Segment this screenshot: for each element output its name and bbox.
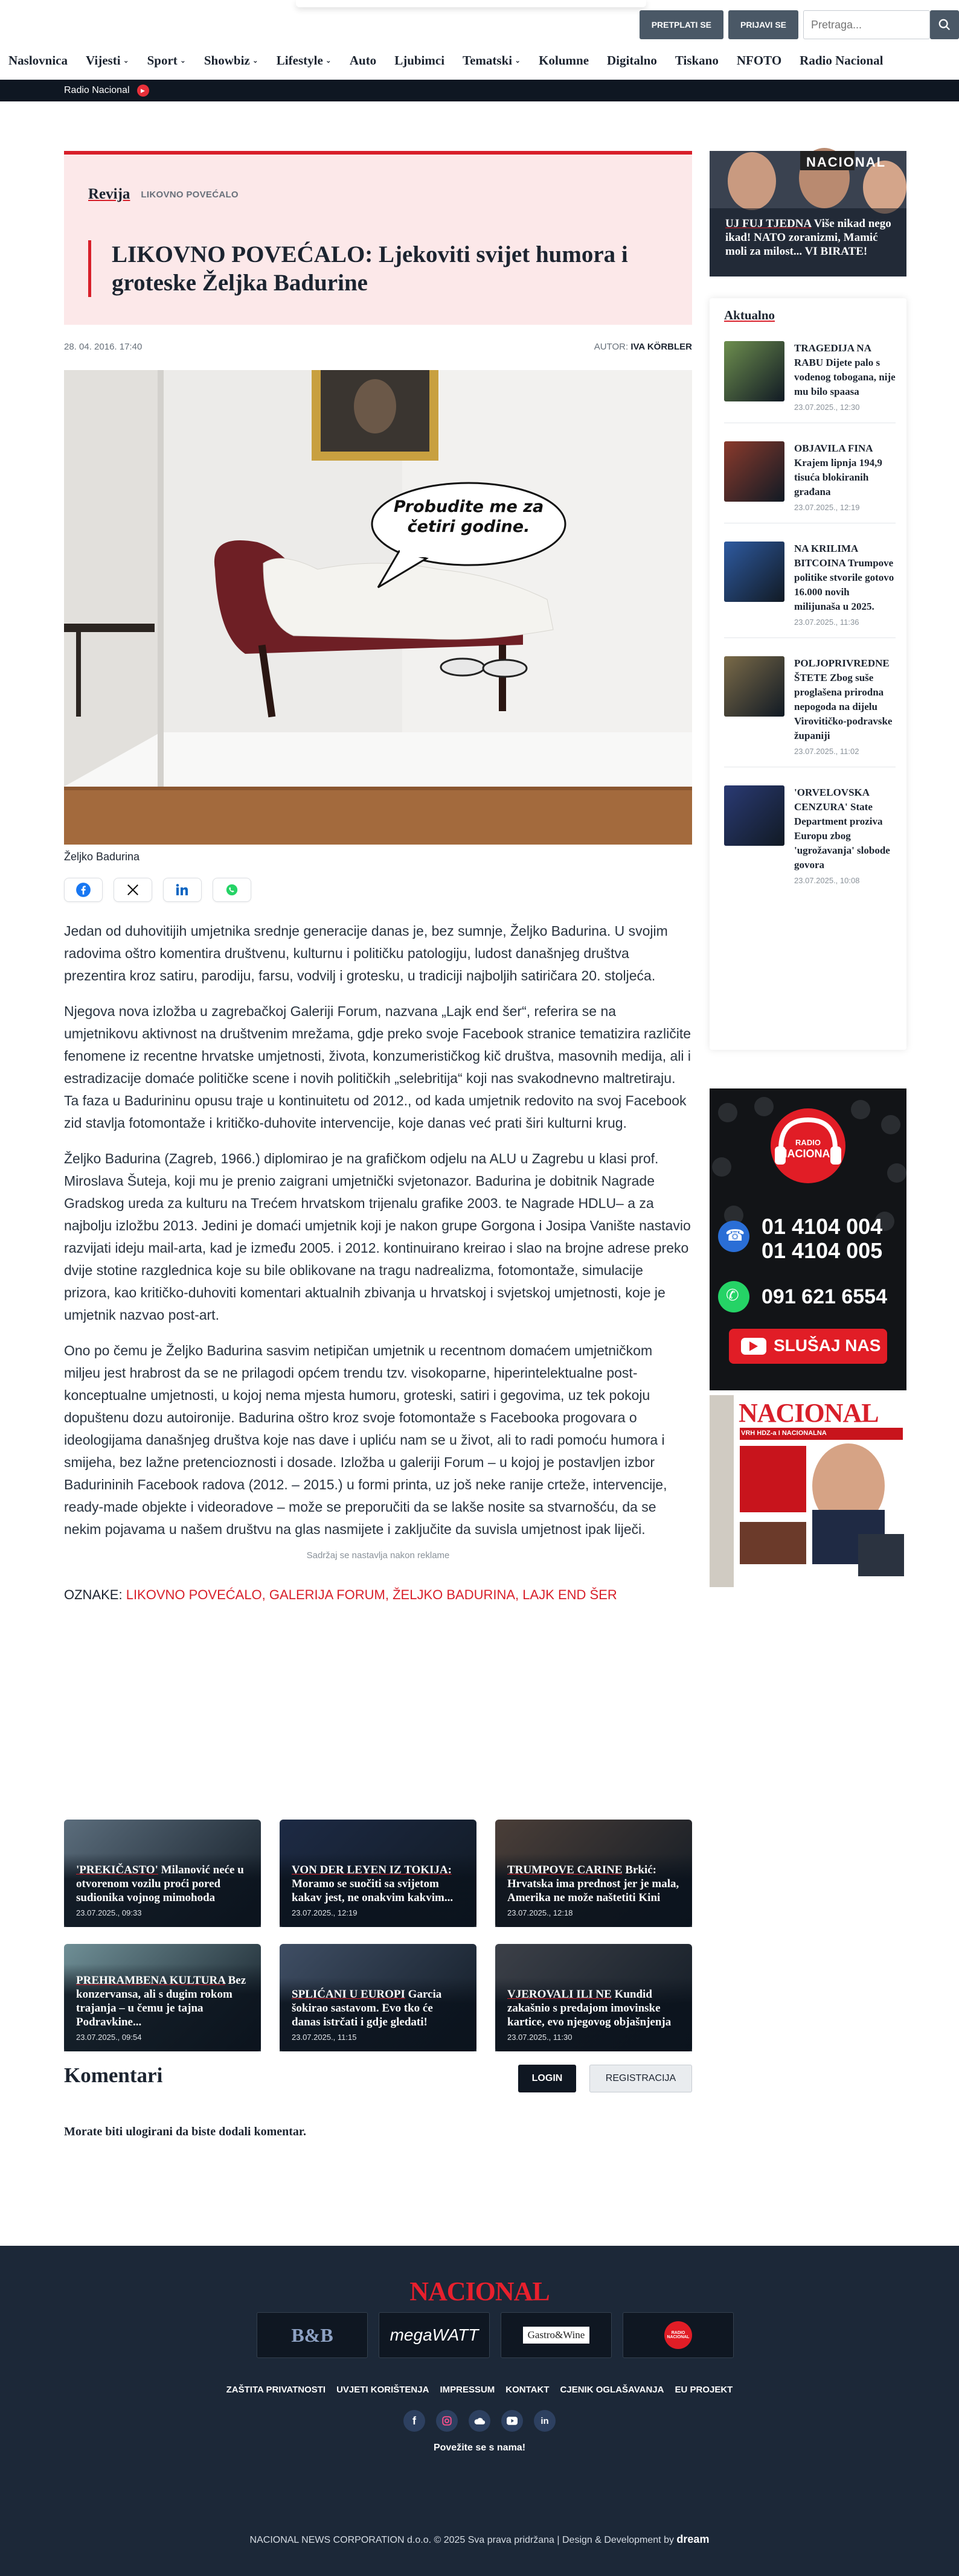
partner-gastro-wine[interactable]: Gastro&Wine [501, 2312, 612, 2358]
article-kicker [88, 186, 692, 203]
latest-news [710, 298, 906, 1050]
share-bar [64, 878, 692, 902]
radio-bar-label: Radio Nacional [64, 85, 130, 95]
tag-link[interactable]: LIKOVNO POVEĆALO [126, 1587, 262, 1602]
whatsapp-icon [225, 883, 239, 896]
nav-item-tematski[interactable]: Tematski ⌄ [463, 53, 521, 68]
article-paragraph: Njegova nova izložba u zagrebačkoj Galeriji Forum, nazvana „Lajk end šer“, referira se na umjetnikovu aktivnost na društvenim mrežama, gdje preko svoje Facebook stranice tematizira različite fenomene iz recentne hrvatske umjetnosti, života, konzumerističkog kič društva, masovnih medija, ali i estradizacije domaće političke scene i novih političkih „selebritija“ koji nas svakodnevno maltretiraju. Ta faza u Badurininu opusu traje u kontinuitetu od 2012., od kada umjetnik redovito na svoj Facebook zid stavlja fotomontaže i kritičko-duhovite intervencije, koje danas već prati širi kulturni krug. [64, 1003, 691, 1131]
article-header [64, 151, 692, 325]
chevron-down-icon: ⌄ [325, 56, 332, 65]
play-icon[interactable]: ▶ [137, 85, 149, 97]
article-paragraph: Željko Badurina (Zagreb, 1966.) diplomirao je na grafičkom odjelu na ALU u Zagrebu u klasi prof. Miroslava Šuteja, koji mu je prenio zaigrani umjetnički svjetonazor. Badurina je dobitnik Nagrade Gradskog ureda za kulturu na Trećem hrvatskom trijenalu grafike 2003. te Nagrade HDLU– a za najbolju izložbu 2013. Jedini je domaći umjetnik koji je nakon grupe Gorgona i Josipa Vanište nastavio razvijati ideju mail-arta, kad je između 2005. i 2012. kontinuirano kreirao i slao na brojne adrese preko dvije stotine razglednica koje su bile oblikovane na tragu nadrealizma, fotomontaže, simulacije prizora, kao kritičko-duhoviti komentari aktualnih zbivanja u hrvatskoj i svjetskoj umjetnosti, koje je umjetnik nazvao post-art. [64, 1151, 691, 1323]
search-button[interactable] [930, 10, 959, 39]
top-actions [640, 10, 959, 39]
section-link[interactable]: Revija [88, 186, 130, 202]
radio-phone-2: 01 4104 005 [762, 1238, 883, 1263]
latest-item[interactable]: 'ORVELOVSKA CENZURA' State Department proziva Europu zbog 'ugrožavanja' slobode govora 23.07.2025., 10:08 [724, 767, 896, 896]
article-meta [64, 342, 692, 352]
nav-item-naslovnica[interactable]: Naslovnica [8, 53, 68, 68]
nav-item-nfoto[interactable]: NFOTO [736, 53, 782, 68]
nav-item-radio-nacional[interactable]: Radio Nacional [800, 53, 884, 68]
latest-item[interactable]: OBJAVILA FINA Krajem lipnja 194,9 tisuća blokiranih građana 23.07.2025., 12:19 [724, 423, 896, 523]
chevron-down-icon: ⌄ [123, 56, 129, 65]
article-author: AUTOR: IVA KÖRBLER [594, 342, 692, 352]
latest-thumb [724, 656, 784, 717]
latest-item[interactable]: NA KRILIMA BITCOINA Trumpove politike stvorile gotovo 16.000 novih milijunaša u 2025. 23.07.2025., 11:36 [724, 523, 896, 638]
footer-link-impressum[interactable]: IMPRESSUM [440, 2385, 495, 2395]
nav-item-digitalno[interactable]: Digitalno [607, 53, 657, 68]
partner-megawatt[interactable]: megaWATT [379, 2312, 490, 2358]
footer-link-pricing[interactable]: CJENIK OGLAŠAVANJA [560, 2385, 664, 2395]
article-photo [64, 370, 692, 845]
related-card[interactable]: VJEROVALI ILI NE Kundid zakašnio s predajom imovinske kartice, evo njegovog objašnjenja 23.07.2025., 11:30 [495, 1944, 692, 2051]
podcast-link[interactable] [469, 2410, 490, 2432]
latest-thumb [724, 441, 784, 502]
youtube-link[interactable] [501, 2410, 523, 2432]
footer-link-privacy[interactable]: ZAŠTITA PRIVATNOSTI [226, 2385, 326, 2395]
cloud-icon [473, 2417, 486, 2425]
comment-actions [518, 2065, 692, 2092]
nav-item-tiskano[interactable]: Tiskano [675, 53, 719, 68]
radio-whatsapp: 091 621 6554 [762, 1285, 887, 1308]
nav-item-sport[interactable]: Sport ⌄ [147, 53, 186, 68]
comments-section [64, 2063, 692, 2139]
latest-item[interactable]: TRAGEDIJA NA RABU Dijete palo s vodenog tobogana, nije mu bilo spaasa 23.07.2025., 12:30 [724, 323, 896, 423]
facebook-icon [75, 882, 91, 898]
linkedin-link[interactable] [534, 2410, 556, 2432]
search-input[interactable] [803, 10, 930, 39]
partner-logos [257, 2312, 734, 2358]
radio-banner[interactable] [710, 1088, 906, 1390]
comments-login-required: Morate biti ulogirani da biste dodali komentar. [64, 2125, 306, 2138]
subscribe-button[interactable]: PRETPLATI SE [640, 10, 723, 39]
cover-headline: VRH HDZ-a I NACIONALNA [741, 1430, 827, 1437]
partner-radio-nacional[interactable]: RADIO NACIONAL [623, 2312, 734, 2358]
youtube-icon [507, 2417, 518, 2425]
whatsapp-icon: ✆ [726, 1286, 739, 1304]
share-linkedin-button[interactable] [163, 878, 202, 902]
author-name[interactable]: IVA KÖRBLER [630, 342, 692, 352]
ad-notice: Sadržaj se nastavlja nakon reklame [306, 1550, 450, 1561]
share-x-button[interactable] [114, 878, 152, 902]
facebook-link[interactable] [403, 2410, 425, 2432]
related-card[interactable]: PREHRAMBENA KULTURA Bez konzervansa, ali s dugim rokom trajanja – u čemu je tajna Podravkine... 23.07.2025., 09:54 [64, 1944, 261, 2051]
related-card[interactable]: VON DER LEYEN IZ TOKIJA: Moramo se suočiti sa svijetom kakav jest, ne onakvim kakvim... 23.07.2025., 12:19 [280, 1820, 476, 1927]
chevron-down-icon: ⌄ [515, 56, 521, 65]
promo-uj-fuj[interactable] [710, 151, 906, 276]
chevron-down-icon: ⌄ [179, 56, 186, 65]
developer-logo[interactable]: dream [676, 2533, 710, 2545]
promo-logo: NACIONAL [806, 155, 887, 170]
footer-link-eu-project[interactable]: EU PROJEKT [675, 2385, 733, 2395]
tags-label: OZNAKE: [64, 1587, 123, 1602]
header-shadow [296, 0, 646, 7]
page-title: LIKOVNO POVEĆALO: Ljekoviti svijet humora i groteske Željka Badurine [88, 240, 638, 297]
x-icon [126, 883, 140, 896]
comment-register-button[interactable]: REGISTRACIJA [589, 2065, 692, 2092]
linkedin-icon: in [540, 2415, 549, 2426]
chevron-down-icon: ⌄ [252, 56, 258, 65]
nav-item-kolumne[interactable]: Kolumne [539, 53, 589, 68]
tag-link[interactable]: ŽELJKO BADURINA [393, 1587, 516, 1602]
article-paragraph: Ono po čemu je Željko Badurina sasvim netipičan umjetnik u recentnom domaćem umjetničkom miljeu jest hrabrost da se ne prilagodi općem trendu tzv. visokoparne, hiperintelektualne post-konceptualne umjetnosti, u kojoj nema mjesta humoru, groteski, satiri i gegovima, uz tek pokoju dopuštenu dozu autoironije. Badurina oštro kroz svoje fotomontaže s Facebooka progovara o ideologijama današnjeg društva koje nas dave i upliću nam se u život, ali to radi pomoću humora i smijeha, bez lažne pretencioznosti i dosade. Izložba u galeriji Forum – u kojoj je postavljen izbor Badurininih Facebook radova (2012. – 2015.) u formi printa, uz još neke ranije crteže, intervencije, ready-made objekte i videoradove – može se preporučiti da se lakše nosite sa stvarnošću, da se nekim pojavama u našem društvu na glas nasmijete i zaključite da suvisla umjetnost ipak liječi. [64, 1343, 667, 1537]
radio-bar [0, 80, 959, 101]
connect-text: Povežite se s nama! [433, 2443, 526, 2453]
site-footer [0, 2246, 959, 2576]
social-links [0, 2410, 959, 2432]
nav-item-showbiz[interactable]: Showbiz ⌄ [204, 53, 258, 68]
tag-link[interactable]: GALERIJA FORUM [269, 1587, 385, 1602]
search-icon [938, 18, 951, 31]
latest-thumb [724, 341, 784, 401]
footer-logo[interactable]: NACIONAL [409, 2277, 550, 2306]
article-paragraph: Jedan od duhovitijih umjetnika srednje generacije danas je, bez sumnje, Željko Badurina. U svojim radovima oštro komentira društvenu, kulturnu i političku patologiju, ludost današnjeg društva prezentira kroz satiru, parodiju, farsu, vodvilj i grotesku, u tradiciji najboljih satiričara 20. stoljeća. [64, 923, 668, 983]
photo-caption: Željko Badurina [64, 851, 140, 863]
linkedin-icon [175, 883, 190, 897]
share-whatsapp-button[interactable] [213, 878, 251, 902]
tag-link[interactable]: LAJK END ŠER [522, 1587, 617, 1602]
related-card[interactable]: SPLIĆANI U EUROPI Garcia šokirao sastavom. Evo tko će danas istrčati i gdje gledati! 23.07.2025., 11:15 [280, 1944, 476, 2051]
tags: OZNAKE: LIKOVNO POVEĆALO, GALERIJA FORUM, ŽELJKO BADURINA, LAJK END ŠER [64, 1587, 617, 1602]
latest-item[interactable]: POLJOPRIVREDNE ŠTETE Zbog suše proglašena prirodna nepogoda na dijelu Virovitičko-podravske županiji 23.07.2025., 11:02 [724, 638, 896, 767]
footer-links [0, 2385, 959, 2395]
article-date: 28. 04. 2016. 17:40 [64, 342, 143, 352]
latest-title: Aktualno [724, 308, 775, 322]
comments-title: Komentari [64, 2063, 163, 2087]
related-articles [64, 1820, 692, 2051]
latest-thumb [724, 785, 784, 846]
radio-brand: NACIONAL [779, 1148, 837, 1160]
promo-kicker: UJ FUJ TJEDNA [725, 217, 812, 230]
phone-icon: ☎ [725, 1226, 745, 1244]
category-link[interactable]: LIKOVNO POVEĆALO [141, 189, 239, 200]
related-card[interactable]: 'PREKIČASTO' Milanović neće u otvorenom vozilu proći pored sudionika vojnog mimohoda 23.07.2025., 09:33 [64, 1820, 261, 1927]
radio-phone-1: 01 4104 004 [762, 1214, 883, 1239]
promo-title: Više nikad nego ikad! NATO zoranizmi, Mamić moli za milost... VI BIRATE! [725, 217, 891, 258]
latest-thumb [724, 542, 784, 602]
cover-brand: NACIONAL [739, 1398, 879, 1428]
login-button[interactable]: PRIJAVI SE [728, 10, 798, 39]
copyright: NACIONAL NEWS CORPORATION d.o.o. © 2025 Sva prava pridržana | Design & Development by dream [249, 2533, 710, 2545]
instagram-link[interactable] [436, 2410, 458, 2432]
magazine-covers[interactable] [710, 1395, 906, 1587]
top-bar [0, 0, 959, 41]
footer-link-terms[interactable]: UVJETI KORIŠTENJA [336, 2385, 429, 2395]
main-nav [0, 41, 959, 80]
footer-link-contact[interactable]: KONTAKT [505, 2385, 550, 2395]
nav-item-vijesti[interactable]: Vijesti ⌄ [86, 53, 129, 68]
radio-brand-top: RADIO [795, 1138, 821, 1147]
nav-item-auto[interactable]: Auto [349, 53, 377, 68]
instagram-icon [441, 2415, 452, 2426]
comment-login-button[interactable]: LOGIN [518, 2065, 576, 2092]
partner-bnb[interactable]: B&B [257, 2312, 368, 2358]
article-body [64, 920, 692, 1541]
sidebar [710, 151, 906, 1587]
nav-item-ljubimci[interactable]: Ljubimci [394, 53, 445, 68]
listen-button: SLUŠAJ NAS [774, 1336, 881, 1355]
article [64, 151, 692, 1603]
related-card[interactable]: TRUMPOVE CARINE Brkić: Hrvatska ima prednost jer je mala, Amerika ne može naštetiti Kini 23.07.2025., 12:18 [495, 1820, 692, 1927]
photo-illustration [64, 370, 692, 845]
speech-bubble-text: Probudite me za četiri godine. [393, 497, 544, 536]
facebook-icon: f [412, 2414, 416, 2427]
share-facebook-button[interactable] [64, 878, 103, 902]
nav-item-lifestyle[interactable]: Lifestyle ⌄ [276, 53, 332, 68]
